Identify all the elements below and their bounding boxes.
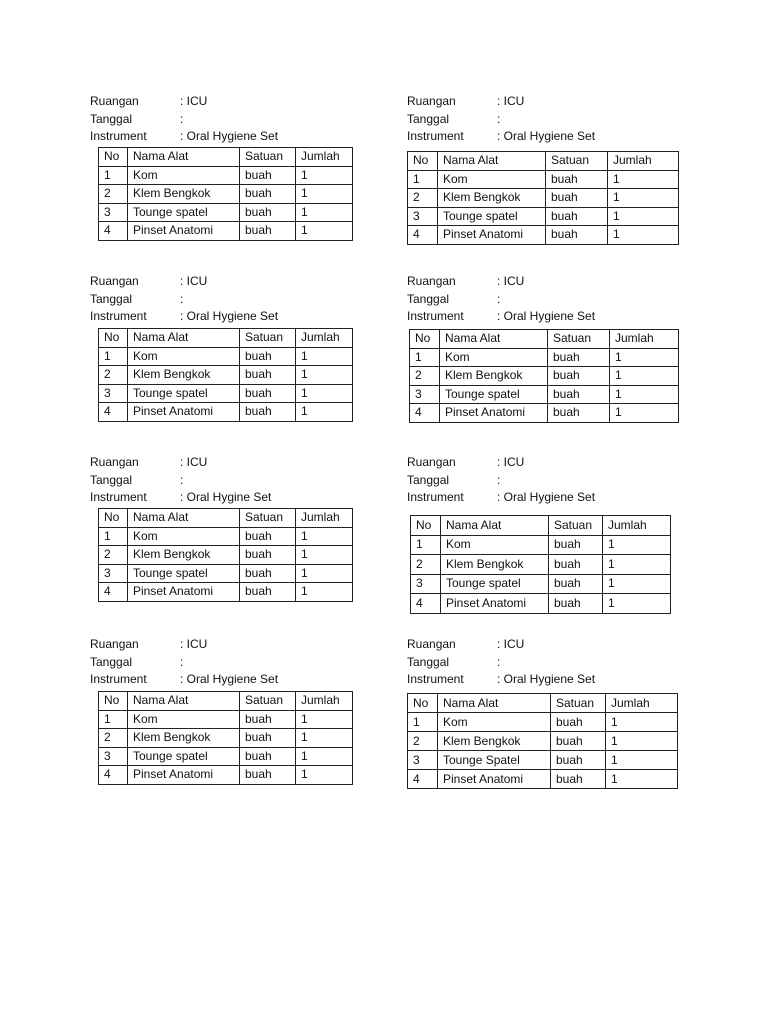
cell-item-name: Tounge spatel [441, 574, 549, 594]
cell-unit: buah [548, 385, 610, 404]
table-row [99, 203, 353, 222]
header-unit: Satuan [549, 516, 603, 536]
cell-quantity: 1 [606, 713, 678, 732]
cell-unit: buah [240, 384, 296, 403]
table-row [99, 546, 353, 565]
cell-quantity: 1 [608, 207, 679, 226]
instrument-label: Instrument [407, 490, 464, 504]
cell-quantity: 1 [296, 747, 353, 766]
table-row [99, 166, 353, 185]
header-quantity: Jumlah [296, 692, 353, 711]
header-item-name: Nama Alat [438, 694, 551, 713]
table-row [408, 226, 679, 245]
instrument-table [407, 693, 678, 789]
cell-unit: buah [240, 583, 296, 602]
cell-quantity: 1 [603, 535, 671, 555]
cell-no: 2 [408, 189, 438, 208]
cell-quantity: 1 [296, 527, 353, 546]
date-label: Tanggal [90, 654, 133, 669]
date-row [407, 472, 697, 490]
cell-item-name: Kom [441, 535, 549, 555]
cell-item-name: Kom [438, 170, 546, 189]
room-row [90, 273, 380, 291]
cell-item-name: Pinset Anatomi [438, 226, 546, 245]
cell-item-name: Tounge spatel [128, 384, 240, 403]
cell-unit: buah [546, 170, 608, 189]
room-value: : ICU [497, 94, 525, 108]
cell-no: 3 [99, 203, 128, 222]
cell-quantity: 1 [296, 185, 353, 204]
room-row [90, 636, 380, 654]
cell-quantity: 1 [296, 546, 353, 565]
date-value: : [180, 111, 184, 126]
table-header-row [410, 330, 679, 349]
cell-item-name: Pinset Anatomi [440, 404, 548, 423]
header-no: No [99, 148, 128, 167]
room-label: Ruangan [407, 274, 456, 288]
cell-unit: buah [549, 594, 603, 614]
cell-item-name: Kom [440, 348, 548, 367]
cell-no: 2 [99, 546, 128, 565]
cell-unit: buah [240, 546, 296, 565]
cell-quantity: 1 [296, 729, 353, 748]
room-label: Ruangan [407, 637, 456, 651]
cell-quantity: 1 [608, 189, 679, 208]
cell-quantity: 1 [296, 203, 353, 222]
table-row [99, 710, 353, 729]
table-row [408, 751, 678, 770]
cell-no: 3 [408, 207, 438, 226]
cell-no: 1 [99, 166, 128, 185]
cell-quantity: 1 [296, 710, 353, 729]
cell-no: 4 [411, 594, 441, 614]
date-row [407, 654, 697, 672]
cell-no: 2 [408, 732, 438, 751]
cell-item-name: Klem Bengkok [128, 546, 240, 565]
instrument-label: Instrument [407, 672, 464, 686]
header-quantity: Jumlah [296, 329, 353, 348]
cell-quantity: 1 [610, 385, 679, 404]
cell-quantity: 1 [603, 555, 671, 575]
date-value: : [497, 472, 501, 487]
cell-item-name: Kom [128, 527, 240, 546]
cell-quantity: 1 [296, 583, 353, 602]
date-label: Tanggal [407, 654, 450, 669]
cell-no: 2 [99, 185, 128, 204]
date-row [90, 111, 380, 129]
header-no: No [410, 330, 440, 349]
cell-no: 2 [410, 367, 440, 386]
instrument-label: Instrument [90, 129, 147, 143]
instrument-table [98, 328, 353, 422]
cell-unit: buah [240, 222, 296, 241]
date-value: : [497, 654, 501, 669]
cell-item-name: Kom [438, 713, 551, 732]
instrument-row [407, 489, 697, 507]
instrument-card [407, 636, 697, 786]
instrument-value: : Oral Hygine Set [180, 490, 272, 504]
header-item-name: Nama Alat [128, 329, 240, 348]
date-label: Tanggal [407, 472, 450, 487]
table-row [99, 766, 353, 785]
cell-no: 2 [99, 366, 128, 385]
room-label: Ruangan [407, 455, 456, 469]
cell-unit: buah [240, 527, 296, 546]
cell-unit: buah [240, 729, 296, 748]
cell-item-name: Pinset Anatomi [438, 770, 551, 789]
date-label: Tanggal [407, 291, 450, 306]
cell-no: 1 [410, 348, 440, 367]
table-row [408, 189, 679, 208]
cell-unit: buah [551, 732, 606, 751]
header-quantity: Jumlah [603, 516, 671, 536]
table-row [99, 403, 353, 422]
table-row [99, 347, 353, 366]
date-row [90, 654, 380, 672]
room-label: Ruangan [90, 637, 139, 651]
header-quantity: Jumlah [296, 509, 353, 528]
instrument-value: : Oral Hygiene Set [180, 672, 279, 686]
cell-item-name: Pinset Anatomi [441, 594, 549, 614]
instrument-value: : Oral Hygiene Set [180, 129, 279, 143]
cell-quantity: 1 [610, 367, 679, 386]
cell-unit: buah [240, 710, 296, 729]
table-header-row [99, 509, 353, 528]
instrument-value: : Oral Hygiene Set [497, 490, 596, 504]
instrument-table [407, 151, 679, 245]
cell-no: 3 [99, 564, 128, 583]
cell-unit: buah [548, 404, 610, 423]
instrument-label: Instrument [407, 129, 464, 143]
cell-item-name: Pinset Anatomi [128, 583, 240, 602]
cell-quantity: 1 [296, 403, 353, 422]
table-row [99, 729, 353, 748]
header-unit: Satuan [240, 329, 296, 348]
room-label: Ruangan [90, 94, 139, 108]
cell-quantity: 1 [606, 751, 678, 770]
room-row [90, 454, 380, 472]
instrument-value: : Oral Hygiene Set [497, 672, 596, 686]
cell-quantity: 1 [603, 594, 671, 614]
header-no: No [99, 692, 128, 711]
cell-quantity: 1 [296, 384, 353, 403]
cell-no: 3 [99, 747, 128, 766]
cell-no: 3 [99, 384, 128, 403]
cell-no: 4 [99, 403, 128, 422]
header-quantity: Jumlah [296, 148, 353, 167]
room-label: Ruangan [90, 274, 139, 288]
instrument-card [407, 273, 697, 420]
table-row [408, 170, 679, 189]
instrument-label: Instrument [90, 672, 147, 686]
cell-item-name: Kom [128, 166, 240, 185]
table-row [408, 713, 678, 732]
room-value: : ICU [180, 455, 208, 469]
table-row [410, 385, 679, 404]
instrument-row [90, 671, 380, 689]
instrument-table [98, 691, 353, 785]
date-row [407, 111, 697, 129]
instrument-row [90, 308, 380, 326]
header-no: No [99, 509, 128, 528]
instrument-card [407, 93, 697, 242]
cell-item-name: Tounge spatel [128, 203, 240, 222]
cell-quantity: 1 [608, 226, 679, 245]
header-item-name: Nama Alat [438, 152, 546, 171]
cell-quantity: 1 [606, 770, 678, 789]
header-no: No [408, 152, 438, 171]
room-row [407, 273, 697, 291]
cell-item-name: Kom [128, 347, 240, 366]
instrument-card [90, 636, 380, 782]
cell-no: 1 [99, 710, 128, 729]
cell-quantity: 1 [296, 366, 353, 385]
date-label: Tanggal [90, 111, 133, 126]
instrument-value: : Oral Hygiene Set [497, 309, 596, 323]
table-row [411, 574, 671, 594]
cell-unit: buah [240, 166, 296, 185]
table-row [99, 384, 353, 403]
table-row [99, 564, 353, 583]
date-value: : [497, 111, 501, 126]
instrument-value: : Oral Hygiene Set [497, 129, 596, 143]
cell-unit: buah [240, 366, 296, 385]
date-label: Tanggal [90, 472, 133, 487]
table-row [408, 207, 679, 226]
header-unit: Satuan [548, 330, 610, 349]
cell-unit: buah [548, 348, 610, 367]
table-header-row [408, 152, 679, 171]
instrument-card [90, 93, 380, 238]
cell-unit: buah [549, 574, 603, 594]
cell-unit: buah [240, 347, 296, 366]
header-quantity: Jumlah [606, 694, 678, 713]
header-item-name: Nama Alat [128, 509, 240, 528]
cell-item-name: Tounge spatel [438, 207, 546, 226]
table-row [410, 404, 679, 423]
cell-no: 3 [411, 574, 441, 594]
cell-no: 4 [99, 766, 128, 785]
cell-unit: buah [240, 203, 296, 222]
cell-item-name: Tounge spatel [440, 385, 548, 404]
room-label: Ruangan [407, 94, 456, 108]
cell-item-name: Tounge spatel [128, 747, 240, 766]
cell-unit: buah [549, 535, 603, 555]
cell-item-name: Tounge spatel [128, 564, 240, 583]
header-no: No [99, 329, 128, 348]
cell-no: 1 [99, 527, 128, 546]
cell-item-name: Kom [128, 710, 240, 729]
date-label: Tanggal [90, 291, 133, 306]
table-header-row [408, 694, 678, 713]
instrument-table [409, 329, 679, 423]
cell-item-name: Klem Bengkok [438, 732, 551, 751]
header-no: No [411, 516, 441, 536]
cell-unit: buah [240, 564, 296, 583]
cell-unit: buah [546, 226, 608, 245]
cell-no: 3 [408, 751, 438, 770]
cell-no: 4 [99, 222, 128, 241]
cell-unit: buah [551, 751, 606, 770]
instrument-card [90, 273, 380, 419]
table-row [410, 348, 679, 367]
room-value: : ICU [180, 637, 208, 651]
cell-quantity: 1 [603, 574, 671, 594]
header-unit: Satuan [240, 148, 296, 167]
table-row [411, 555, 671, 575]
cell-no: 3 [410, 385, 440, 404]
date-row [407, 291, 697, 309]
cell-unit: buah [240, 403, 296, 422]
cell-no: 1 [99, 347, 128, 366]
room-value: : ICU [180, 274, 208, 288]
table-row [410, 367, 679, 386]
cell-quantity: 1 [296, 222, 353, 241]
table-row [411, 535, 671, 555]
cell-no: 4 [408, 770, 438, 789]
cell-unit: buah [548, 367, 610, 386]
table-row [408, 732, 678, 751]
date-row [90, 291, 380, 309]
cell-unit: buah [549, 555, 603, 575]
instrument-label: Instrument [407, 309, 464, 323]
room-row [407, 636, 697, 654]
cell-no: 1 [408, 170, 438, 189]
cell-item-name: Klem Bengkok [441, 555, 549, 575]
header-unit: Satuan [240, 692, 296, 711]
instrument-card [90, 454, 380, 599]
date-row [90, 472, 380, 490]
cell-unit: buah [240, 747, 296, 766]
date-label: Tanggal [407, 111, 450, 126]
cell-item-name: Klem Bengkok [438, 189, 546, 208]
cell-no: 2 [411, 555, 441, 575]
table-row [99, 527, 353, 546]
cell-unit: buah [240, 185, 296, 204]
date-value: : [180, 654, 184, 669]
cell-quantity: 1 [296, 564, 353, 583]
room-row [407, 93, 697, 111]
cell-unit: buah [546, 189, 608, 208]
cell-unit: buah [551, 713, 606, 732]
instrument-label: Instrument [90, 309, 147, 323]
instrument-row [90, 489, 380, 507]
instrument-row [407, 671, 697, 689]
header-unit: Satuan [546, 152, 608, 171]
cell-quantity: 1 [610, 348, 679, 367]
header-item-name: Nama Alat [128, 148, 240, 167]
header-quantity: Jumlah [610, 330, 679, 349]
date-value: : [180, 291, 184, 306]
cell-unit: buah [240, 766, 296, 785]
table-row [99, 583, 353, 602]
cell-item-name: Klem Bengkok [128, 729, 240, 748]
table-row [408, 770, 678, 789]
cell-quantity: 1 [608, 170, 679, 189]
cell-item-name: Pinset Anatomi [128, 403, 240, 422]
date-value: : [497, 291, 501, 306]
room-value: : ICU [497, 455, 525, 469]
header-item-name: Nama Alat [128, 692, 240, 711]
date-value: : [180, 472, 184, 487]
header-no: No [408, 694, 438, 713]
cell-item-name: Klem Bengkok [128, 366, 240, 385]
header-item-name: Nama Alat [440, 330, 548, 349]
header-item-name: Nama Alat [441, 516, 549, 536]
room-row [90, 93, 380, 111]
cell-quantity: 1 [296, 347, 353, 366]
instrument-card [407, 454, 697, 610]
room-label: Ruangan [90, 455, 139, 469]
header-unit: Satuan [551, 694, 606, 713]
header-quantity: Jumlah [608, 152, 679, 171]
cell-quantity: 1 [610, 404, 679, 423]
cell-item-name: Pinset Anatomi [128, 222, 240, 241]
cell-item-name: Pinset Anatomi [128, 766, 240, 785]
cell-no: 1 [408, 713, 438, 732]
instrument-label: Instrument [90, 490, 147, 504]
table-row [99, 222, 353, 241]
table-row [99, 366, 353, 385]
cell-quantity: 1 [296, 166, 353, 185]
cell-item-name: Klem Bengkok [440, 367, 548, 386]
room-row [407, 454, 697, 472]
cell-no: 4 [408, 226, 438, 245]
table-row [99, 185, 353, 204]
table-header-row [99, 692, 353, 711]
room-value: : ICU [497, 637, 525, 651]
table-row [411, 594, 671, 614]
table-row [99, 747, 353, 766]
table-header-row [99, 148, 353, 167]
room-value: : ICU [180, 94, 208, 108]
instrument-row [407, 128, 697, 146]
cell-item-name: Tounge Spatel [438, 751, 551, 770]
table-header-row [411, 516, 671, 536]
cell-unit: buah [551, 770, 606, 789]
instrument-row [407, 308, 697, 326]
table-header-row [99, 329, 353, 348]
cell-no: 4 [99, 583, 128, 602]
instrument-row [90, 128, 380, 146]
cell-item-name: Klem Bengkok [128, 185, 240, 204]
instrument-value: : Oral Hygiene Set [180, 309, 279, 323]
cell-quantity: 1 [296, 766, 353, 785]
cell-no: 4 [410, 404, 440, 423]
instrument-table [98, 147, 353, 241]
room-value: : ICU [497, 274, 525, 288]
cell-no: 2 [99, 729, 128, 748]
instrument-table [410, 515, 671, 614]
cell-no: 1 [411, 535, 441, 555]
cell-quantity: 1 [606, 732, 678, 751]
instrument-table [98, 508, 353, 602]
header-unit: Satuan [240, 509, 296, 528]
cell-unit: buah [546, 207, 608, 226]
